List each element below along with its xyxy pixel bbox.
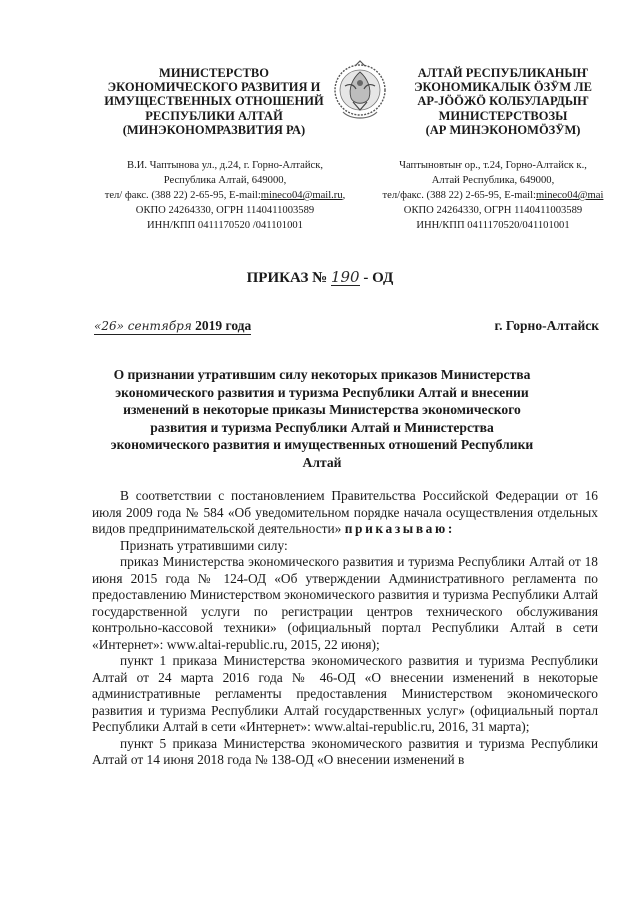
- email-link[interactable]: mineco04@mail.ru: [260, 190, 343, 201]
- subject-line: развития и туризма Республики Алтай и Министерства: [150, 419, 494, 435]
- subject-line: О признании утратившим силу некоторых приказов Министерства: [113, 367, 531, 382]
- email-link[interactable]: mineco04@mai: [536, 190, 604, 201]
- header-left-line: РЕСПУБЛИКИ АЛТАЙ: [145, 108, 283, 123]
- date-handwritten: «26» сентября: [94, 319, 192, 333]
- okpo-line: ОКПО 24264330, ОГРН 1140411003589: [403, 205, 583, 216]
- date-underline: [94, 318, 251, 335]
- order-date: [94, 318, 251, 334]
- contact-line: [100, 188, 350, 203]
- header-right-line: АЛТАЙ РЕСПУБЛИКАНЫҤ: [417, 66, 589, 80]
- okpo-line: ОКПО 24264330, ОГРН 1140411003589: [135, 205, 315, 216]
- body-paragraph: пункт 1 приказа Министерства экономического развития и туризма Республики Алтай от 24 марта 2016 года № 46-ОД «О внесении изменений в некоторые административные регламенты предоставления Министерством экономического развития и туризма Республики Алтай государственных услуг» (официальный портал Республики Алтай в сети «Интернет»: www.altai-republic.ru, 2016, 31 марта);: [92, 653, 598, 734]
- header-right-line: (АР МИНЭКОНОМӦЗӰМ): [425, 122, 581, 137]
- preamble-text: В соответствии с постановлением Правительства Российской Федерации от 16 июля 2009 года № 584 «Об уведомительном порядке начала осуществления отдельных видов предпринимательской деятельности»: [92, 488, 598, 536]
- address-line: Алтай Республика, 649000,: [431, 175, 555, 186]
- header-left-line: ИМУЩЕСТВЕННЫХ ОТНОШЕНИЙ: [104, 94, 324, 109]
- inn-line: ИНН/КПП 0411170520/041101001: [416, 220, 570, 231]
- header-right-line: МИНИСТЕРСТВОЗЫ: [438, 108, 568, 123]
- order-word: приказываю:: [344, 521, 455, 536]
- city-name: г. Горно-Алтайск: [494, 318, 599, 333]
- order-subject: [98, 366, 546, 472]
- address-block-altai: [366, 158, 620, 233]
- coat-of-arms-emblem: [333, 58, 387, 126]
- phone-label: тел/ факс. (388 22) 2-65-95, E-mail:: [104, 190, 261, 201]
- contact-line: [366, 188, 620, 203]
- order-body: [92, 488, 598, 769]
- header-right-line: ЭКОНОМИКАЛЫК ӦЗӰМ ЛЕ: [414, 80, 592, 95]
- subject-line: Алтай: [302, 454, 342, 470]
- order-title: [0, 270, 640, 287]
- address-block-russian: [100, 158, 350, 233]
- address-line: Чаптыновтыҥ ор., т.24, Горно-Алтайск к.,: [399, 160, 587, 171]
- subject-line: изменений в некоторые приказы Министерства экономического: [123, 402, 521, 418]
- body-paragraph: приказ Министерства экономического развития и туризма Республики Алтай от 18 июня 2015 года № 124-ОД «Об утверждении Административного регламента по предоставлению Министерством экономического развития и туризма Республики Алтай государственной услуги по регистрации центров технического обслуживания контрольно-кассовой техники» (официальный портал Республики Алтай в сети «Интернет»: www.altai-republic.ru, 2015, 22 июня);: [92, 554, 598, 652]
- order-prefix: ПРИКАЗ №: [246, 270, 328, 286]
- inn-line: ИНН/КПП 0411170520 /041101001: [147, 220, 303, 231]
- body-paragraph: пункт 5 приказа Министерства экономического развития и туризма Республики Алтай от 14 июня 2018 года № 138-ОД «О внесении изменений в: [92, 735, 598, 767]
- body-paragraph: Признать утратившими силу:: [120, 537, 288, 553]
- order-number-handwritten: 190: [330, 268, 360, 286]
- header-right-line: АР-JӦӦЖӦ КОЛБУЛАРДЫҤ: [417, 94, 589, 109]
- header-left-line: (МИНЭКОНОМРАЗВИТИЯ РА): [122, 122, 306, 137]
- subject-line: экономического развития и туризма Республики Алтай и внесении: [115, 384, 529, 400]
- ministry-name-altai: [388, 66, 618, 137]
- address-line: Республика Алтай, 649000,: [163, 175, 287, 186]
- header-left-line: МИНИСТЕРСТВО: [159, 66, 269, 80]
- order-suffix: - ОД: [363, 270, 394, 286]
- body-paragraph: [92, 488, 598, 538]
- punctuation: ,: [342, 190, 346, 201]
- subject-line: экономического развития и имущественных отношений Республики: [110, 437, 534, 453]
- ministry-name-russian: [94, 66, 334, 137]
- address-line: В.И. Чаптынова ул., д.24, г. Горно-Алтайск,: [127, 160, 323, 171]
- date-year: 2019 года: [195, 318, 252, 333]
- phone-label: тел/факс. (388 22) 2-65-95, E-mail:: [382, 190, 537, 201]
- header-left-line: ЭКОНОМИЧЕСКОГО РАЗВИТИЯ И: [107, 80, 321, 95]
